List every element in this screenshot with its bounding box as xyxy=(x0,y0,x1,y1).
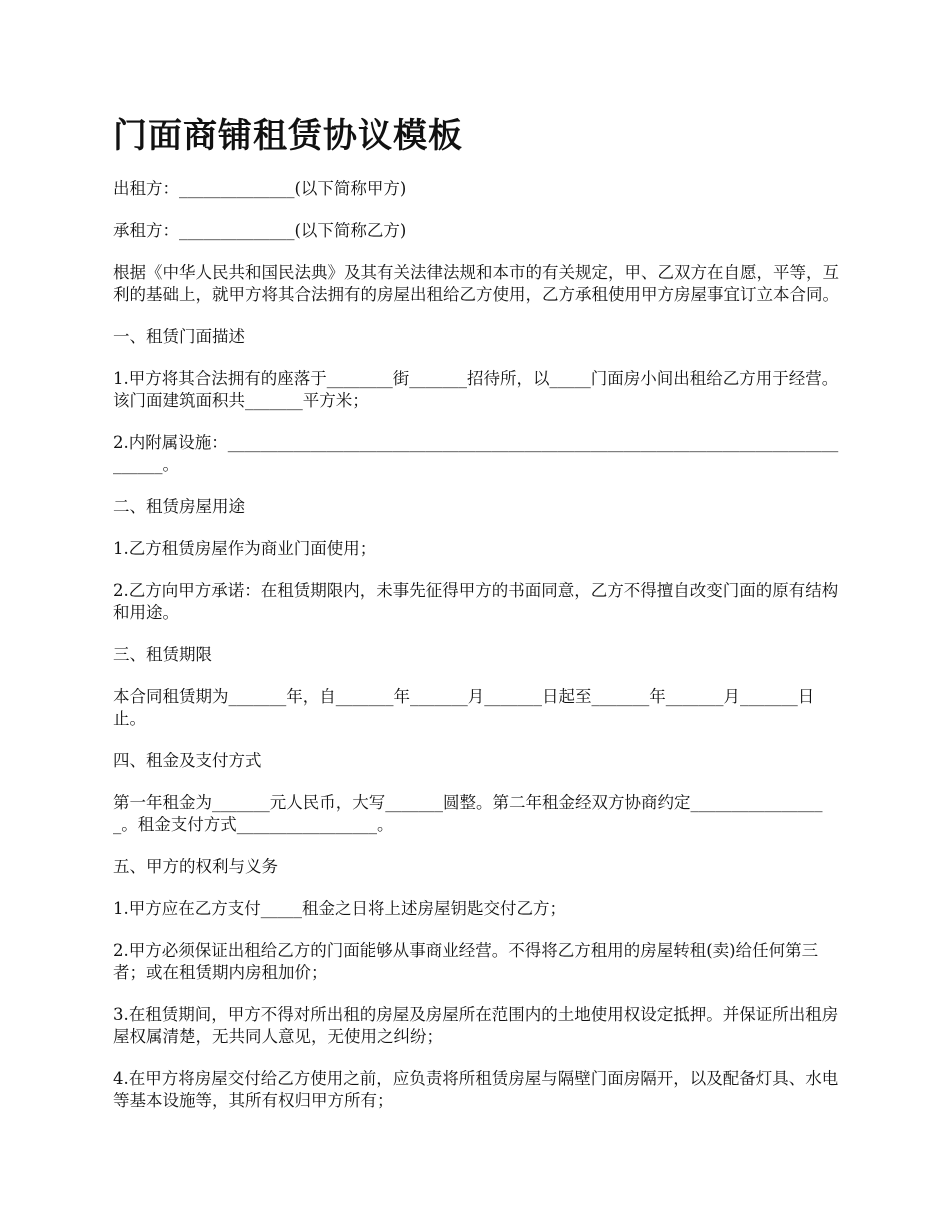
section-heading: 一、租赁门面描述 xyxy=(113,327,245,346)
lessee-line: 承租方：______________(以下简称乙方) xyxy=(113,221,407,240)
intro-paragraph: 根据《中华人民共和国民法典》及其有关法律法规和本市的有关规定，甲、乙双方在自愿，平等，互利的基础上，就甲方将其合法拥有的房屋出租给乙方使用，乙方承租使用甲方房屋事宜订立本合同。 xyxy=(113,263,839,304)
section-heading: 五、甲方的权利与义务 xyxy=(113,857,278,876)
section-paragraph: 2.内附属设施：________________________________________________________________________________。 xyxy=(113,433,839,474)
section-heading: 三、租赁期限 xyxy=(113,645,212,664)
lessor-line: 出租方：______________(以下简称甲方) xyxy=(113,179,407,198)
section-paragraph: 1.乙方租赁房屋作为商业门面使用； xyxy=(113,539,377,558)
section-paragraph: 2.乙方向甲方承诺：在租赁期限内，未事先征得甲方的书面同意，乙方不得擅自改变门面的原有结构和用途。 xyxy=(113,581,839,622)
section-4 xyxy=(113,750,840,836)
section-heading: 二、租赁房屋用途 xyxy=(113,497,245,516)
section-paragraph: 3.在租赁期间，甲方不得对所出租的房屋及房屋所在范围内的土地使用权设定抵押。并保证所出租房屋权属清楚，无共同人意见，无使用之纠纷； xyxy=(113,1005,839,1046)
section-heading: 四、租金及支付方式 xyxy=(113,751,262,770)
section-5 xyxy=(113,856,840,1112)
section-paragraph: 1.甲方应在乙方支付_____租金之日将上述房屋钥匙交付乙方； xyxy=(113,899,566,918)
section-paragraph: 4.在甲方将房屋交付给乙方使用之前，应负责将所租赁房屋与隔壁门面房隔开，以及配备灯具、水电等基本设施等，其所有权归甲方所有； xyxy=(113,1069,839,1110)
section-3 xyxy=(113,644,840,730)
document-title: 门面商铺租赁协议模板 xyxy=(113,116,463,156)
document-body xyxy=(113,178,840,1132)
section-2 xyxy=(113,496,840,624)
section-1 xyxy=(113,326,840,476)
section-paragraph: 2.甲方必须保证出租给乙方的门面能够从事商业经营。不得将乙方租用的房屋转租(卖)给任何第三者；或在租赁期内房租加价； xyxy=(113,941,819,982)
section-paragraph: 本合同租赁期为_______年，自_______年_______月_______日起至_______年_______月_______日止。 xyxy=(113,687,815,728)
section-paragraph: 1.甲方将其合法拥有的座落于________街_______招待所，以_____门面房小间出租给乙方用于经营。该门面建筑面积共_______平方米； xyxy=(113,369,839,410)
section-paragraph: 第一年租金为_______元人民币，大写_______圆整。第二年租金经双方协商约定_________________。租金支付方式_________________。 xyxy=(113,793,823,834)
